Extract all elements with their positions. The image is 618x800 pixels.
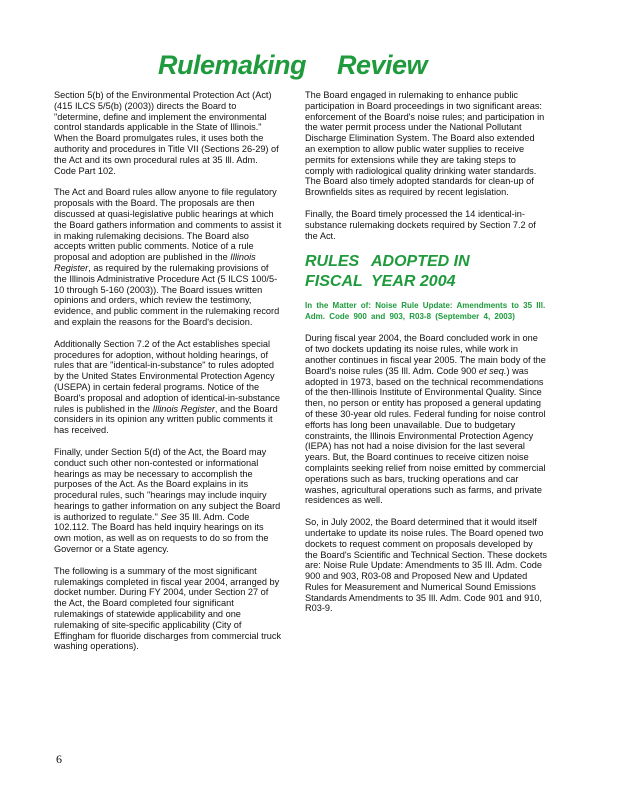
- paragraph: Finally, the Board timely processed the 14 identical-in-substance rulemaking dockets required by Section 7.2 of the Act.: [305, 208, 536, 241]
- paragraph: During fiscal year 2004, the Board concluded work in one of two dockets updating its noise rules, while work in another continues in fiscal year 2005. The main body of the Board's noise rules (35 Ill. Adm. Code 900 et seq.) was adopted in 1973, based on the technical recommendations of the then-Illinois Institute of Environmental Quality. Since then, no person or entity has proposed a general updating of these 30-year old rules. Federal funding for noise control efforts has long been unavailable. Due to budgetary constraints, the Illinois Environmental Protection Agency (IEPA) has not had a noise division for the last several years. But, the Board continues to receive citizen noise complaints seeking relief from noise emitted by commercial operations such as bars, trucking operations and car washes, agricultural operations such as farms, and private residences as well.: [305, 333, 546, 506]
- paragraph: The following is a summary of the most significant rulemakings completed in fiscal year 2004, arranged by docket number. During FY 2004, under Section 27 of the Act, the Board completed four significant rulemakings of statewide applicability and one rulemaking of site-specific applicability (City of Effingham for fluoride discharges from commercial truck washing operations).: [54, 565, 282, 652]
- page-number: 6: [56, 752, 62, 766]
- paragraph: The Board engaged in rulemaking to enhance public participation in Board proceedings in two significant areas: enforcement of the Board's noise rules; and participation in the water permit process under the National Pollutant Discharge Elimination System. The Board also extended an exemption to allow public water supplies to receive permits for extensions while they are taking steps to comply with radiological quality drinking water standards. The Board also timely adopted standards for clean-up of Brownfields sites as required by recent legislation.: [305, 90, 545, 198]
- paragraph: Section 5(b) of the Environmental Protection Act (Act) (415 ILCS 5/5(b) (2003)) directs the Board to "determine, define and implement the environmental control standards applicable in the State of Illinois." When the Board promulgates rules, it uses both the authority and procedures in Title VII (Sections 26-29) of the Act and its own procedural rules at 35 Ill. Adm. Code Part 102.: [54, 90, 279, 176]
- paragraph: Additionally Section 7.2 of the Act establishes special procedures for adoption, without holding hearings, of rules that are "identical-in-substance" to rules adopted by the United States Environmental Protection Agency (USEPA) in certain federal programs. Notice of the Board's proposal and adoption of identical-in-substance rules is published in the Illinois Register, and the Board considers in its opinion any written public comments it has received.: [54, 338, 280, 436]
- docket-subheading: In the Matter of: Noise Rule Update: Amendments to 35 Ill. Adm. Code 900 and 903, R03-8 (September 4, 2003): [305, 301, 546, 322]
- page-title: [0, 50, 618, 90]
- right-column: [305, 90, 547, 625]
- title-word-review: Review: [337, 50, 428, 80]
- section-heading: RULES ADOPTED IN FISCAL YEAR 2004: [305, 253, 470, 291]
- left-column: [54, 90, 282, 663]
- paragraph: The Act and Board rules allow anyone to file regulatory proposals with the Board. The proposals are then discussed at quasi-legislative public hearings at which the Board gathers information and comments to assist it in making rulemaking decisions. The Board also accepts written public comments. Notice of a rule proposal and adoption are published in the Illinois Register, as required by the rulemaking provisions of the Illinois Administrative Procedure Act (5 ILCS 100/5-10 through 5-160 (2003)). The Board issues written opinions and orders, which review the testimony, evidence, and public comment in the rulemaking record and explain the reasons for the Board's decision.: [54, 187, 282, 327]
- paragraph: Finally, under Section 5(d) of the Act, the Board may conduct such other non-contested or informational hearings as may be necessary to accomplish the purposes of the Act. As the Board explains in its procedural rules, such "hearings may include inquiry hearings to gather information on any subject the Board is authorized to regulate." See 35 Ill. Adm. Code 102.112. The Board has held inquiry hearings on its own motion, as well as on requests to do so from the Governor or a State agency.: [54, 446, 281, 555]
- title-word-rulemaking: Rulemaking: [158, 50, 307, 80]
- paragraph: So, in July 2002, the Board determined that it would itself undertake to update its noise rules. The Board opened two dockets to request comment on proposals developed by the Board's Scientific and Technical Section. These dockets are: Noise Rule Update: Amendments to 35 Ill. Adm. Code 900 and 903, R03-08 and Proposed New and Updated Rules for Measurement and Numerical Sound Emissions Standards Amendments to 35 Ill. Adm. Code 901 and 910, R03-9.: [305, 517, 547, 614]
